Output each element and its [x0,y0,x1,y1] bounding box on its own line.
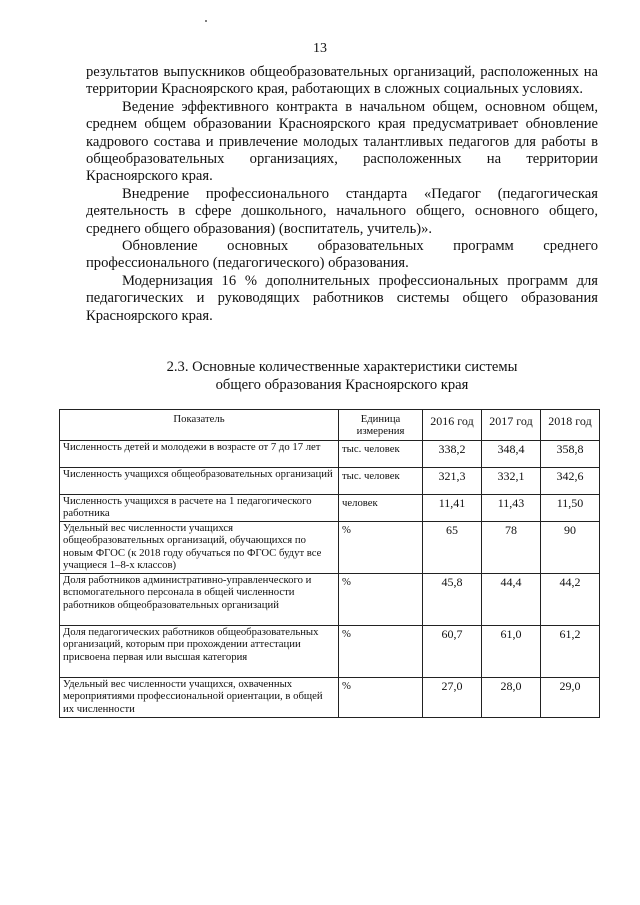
table-row [60,625,600,677]
cell-2016: 11,41 [423,494,482,521]
cell-2016: 27,0 [423,677,482,717]
cell-unit: тыс. человек [339,440,423,467]
header-indicator: Показатель [60,410,339,441]
cell-unit: тыс. человек [339,467,423,494]
section-heading [86,359,598,394]
cell-2016: 338,2 [423,440,482,467]
table-row [60,573,600,625]
paragraph-effective-contract: Ведение эффективного контракта в начальном общем, основном общем, среднем общем образовании Красноярского края предусматривает обновление кадрового состава и привлечение молодых талантливых педагогов для работы в общеобразовательных организациях, расположенных на территории Красноярского края. [86,98,598,185]
paragraph-modernization: Модернизация 16 % дополнительных профессиональных программ для педагогических и руководящих работников системы общего образования Красноярского края. [86,272,598,324]
cell-unit: % [339,573,423,625]
cell-2018: 44,2 [541,573,600,625]
cell-2016: 321,3 [423,467,482,494]
paragraph-program-update: Обновление основных образовательных программ среднего профессионального (педагогического) образования. [86,238,598,272]
scan-speck [205,20,207,22]
cell-2018: 90 [541,521,600,573]
cell-2016: 45,8 [423,573,482,625]
page-number: 13 [313,41,327,56]
cell-indicator: Доля работников административно-управленческого и вспомогательного персонала в общей численности работников общеобразовательных организаций [60,573,339,625]
body-text [86,64,598,325]
table-header-row [60,410,600,441]
cell-2017: 44,4 [482,573,541,625]
section-heading-line-1: 2.3. Основные количественные характеристики системы [166,359,518,375]
cell-indicator: Численность учащихся общеобразовательных организаций [60,467,339,494]
cell-2017: 332,1 [482,467,541,494]
table-row [60,440,600,467]
table-row [60,467,600,494]
table-row [60,521,600,573]
cell-unit: % [339,625,423,677]
cell-unit: % [339,677,423,717]
cell-2016: 60,7 [423,625,482,677]
header-2017: 2017 год [482,410,541,441]
cell-unit: человек [339,494,423,521]
paragraph-continuation: результатов выпускников общеобразовательных организаций, расположенных на территории Красноярского края, работающих в сложных социальных условиях. [86,64,598,98]
cell-2018: 29,0 [541,677,600,717]
cell-2018: 11,50 [541,494,600,521]
cell-2018: 61,2 [541,625,600,677]
cell-indicator: Доля педагогических работников общеобразовательных организаций, которым при прохождении аттестации присвоена первая или высшая категория [60,625,339,677]
table-row [60,494,600,521]
paragraph-professional-standard: Внедрение профессионального стандарта «Педагог (педагогическая деятельность в сфере дошкольного, начального общего, основного общего, среднего общего образования) (воспитатель, учитель)». [86,185,598,237]
cell-2018: 358,8 [541,440,600,467]
section-heading-line-2: общего образования Красноярского края [215,376,469,393]
table-row [60,677,600,717]
characteristics-table [59,409,600,718]
cell-indicator: Удельный вес численности учащихся общеобразовательных организаций, обучающихся по новым ФГОС (к 2018 году обучаться по ФГОС будут все учащиеся 1–8-х классов) [60,521,339,573]
cell-2017: 78 [482,521,541,573]
cell-2017: 28,0 [482,677,541,717]
cell-2017: 11,43 [482,494,541,521]
cell-indicator: Численность детей и молодежи в возрасте от 7 до 17 лет [60,440,339,467]
cell-unit: % [339,521,423,573]
cell-2016: 65 [423,521,482,573]
cell-2018: 342,6 [541,467,600,494]
header-2018: 2018 год [541,410,600,441]
cell-indicator: Численность учащихся в расчете на 1 педагогического работника [60,494,339,521]
header-unit: Единица измерения [339,410,423,441]
header-2016: 2016 год [423,410,482,441]
cell-indicator: Удельный вес численности учащихся, охваченных мероприятиями профессиональной ориентации, в общей их численности [60,677,339,717]
cell-2017: 348,4 [482,440,541,467]
cell-2017: 61,0 [482,625,541,677]
